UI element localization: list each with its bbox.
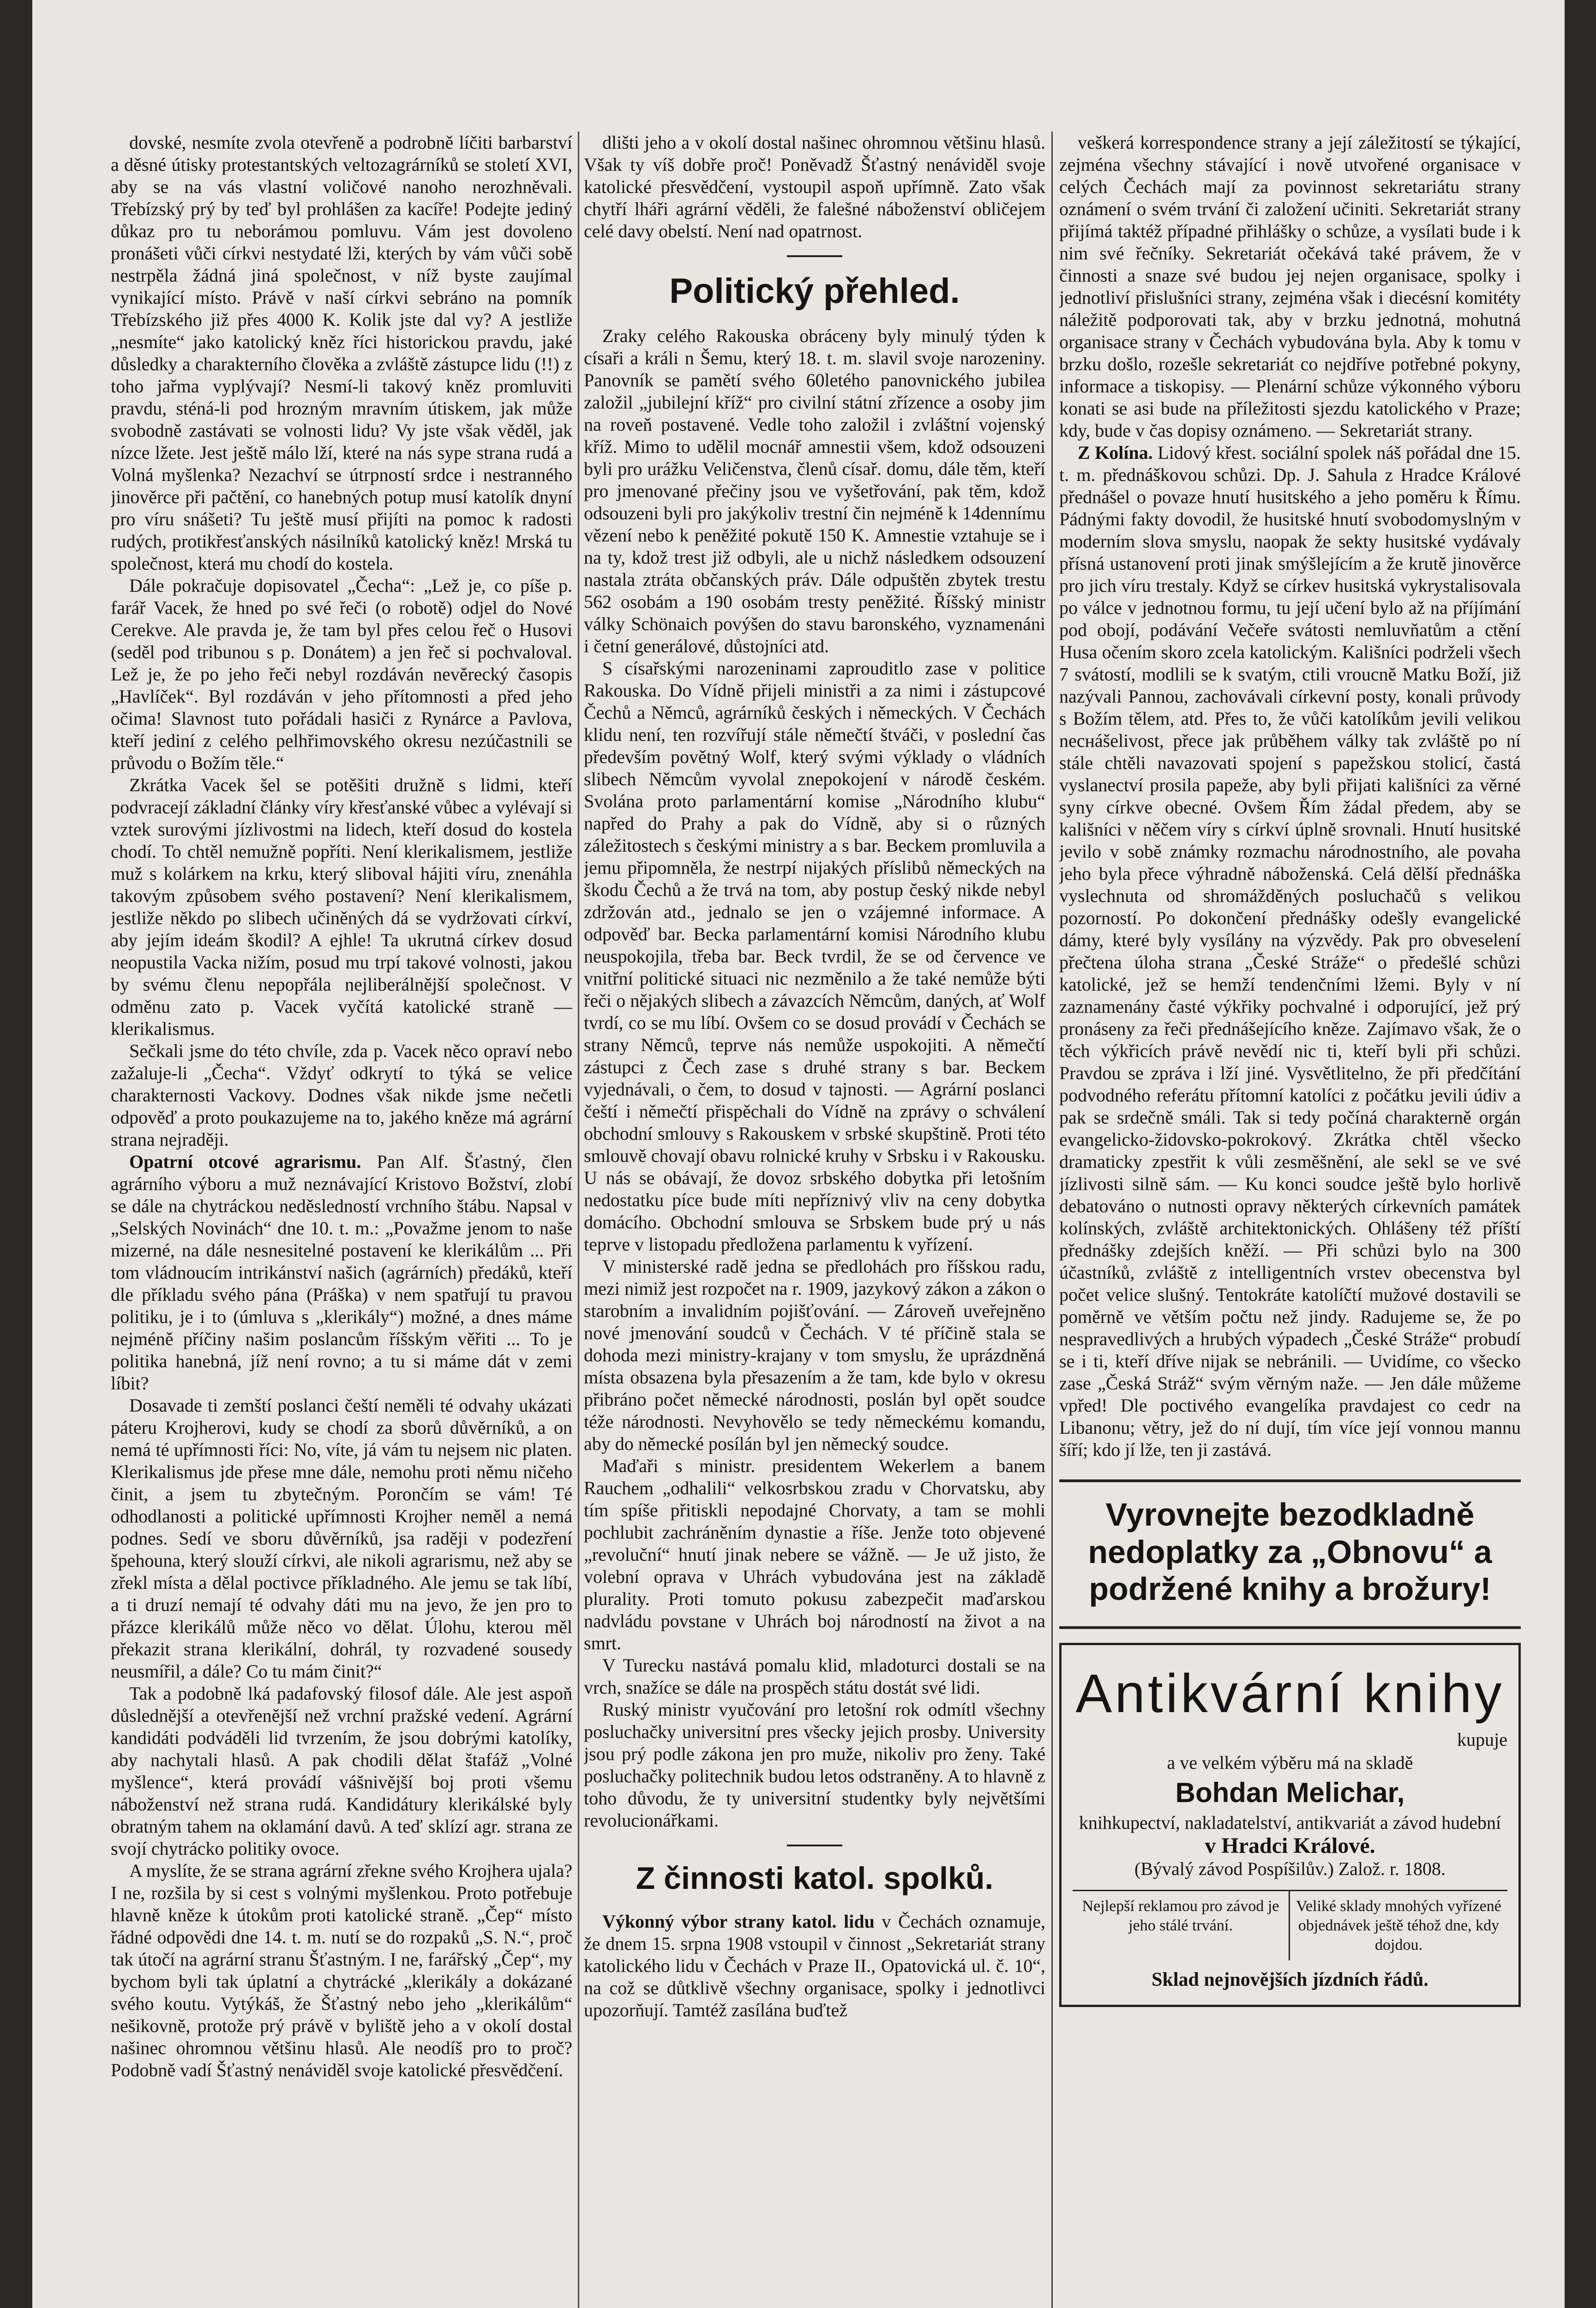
ad-text: kupuje xyxy=(1457,1729,1507,1750)
article-paragraph: V ministerské radě jedna se předlohách pro říšskou radu, mezi nimiž jest rozpočet na r. 1909, jazykový zákon a zákon o starobním a invalidním pojišťování. — Zároveň uveřejněno nové jmenování soudců v Čechách. V té příčině stala se dohoda mezi ministry-krajany v tom smyslu, že uprázdněná místa obsazena byla přesazením a že tam, kde bylo v okresu přibráno počet německé národnosti, poslán byl opět soudce téže národnosti. Nevyhovělo se tedy německému komandu, aby do německé posílán byl jen německý soudce. xyxy=(584,1256,1045,1455)
ad-footer: Sklad nejnovějších jízdních řádů. xyxy=(1152,1969,1428,1990)
column-left xyxy=(111,132,572,2308)
article-paragraph: Tak a podobně lká padafovský filosof dále. Ale jest aspoň důslednější a otevřenější než vrchní pražské vedení. Agrární kandidáti podváděli lid tvrzením, že jsou dobrými katolíky, aby nachytali hlasů. A pak chodili dělat štafáž „Volné myšlence“, která provádí vášnivější boj proti všemu náboženství než strana rudá. Kandidátury klerikálské byly obratným tahem na oklamání davů. A teď sklízí agr. strana ze svojí chytrácko politiky ovoce. xyxy=(111,1683,572,1859)
paragraph-heading: Z Kolína. xyxy=(1078,442,1153,463)
article-paragraph: Ruský ministr vyučování pro letošní rok odmítl všechny posluchačky universitní pres všecky jejich prosby. University jsou prý podle zákona jen pro muže, nikoliv pro ženy. Také posluchačky politechnik budou letos odstraněny. A to hlavně z toho důvodu, že ty universitní studentky byly největšími revolucionářkami. xyxy=(584,1699,1045,1831)
separator xyxy=(787,255,842,257)
article-paragraph: dlišti jeho a v okolí dostal našinec ohromnou většinu hlasů. Však ty víš dobře proč! Poněvadž Šťastný nenáviděl svoje katolické přesvědčení, vystoupil aspoň upřímně. Zato však chytří lháři agrární věděli, že falešné náboženství obličejem celé davy obelstí. Není nad opatrnost. xyxy=(584,132,1045,241)
separator xyxy=(787,1845,842,1846)
article-paragraph xyxy=(1059,442,1521,1461)
article-paragraph: S císařskými narozeninami zaprouditlo zase v politice Rakouska. Do Vídně přijeli ministři a za nimi i zástupcové Čechů a Němců, agrárníků českých i německých. V Čechách klidu není, ten rozvířují stále němečtí štváči, v poslední čas především povětný Wolf, který svými výklady o vládních slibech Němcům vyvolal znepokojení v národě českém. Svolána proto parlamentární komise „Národního klubu“ napřed do Prahy a pak do Vídně, aby si o různých záležitostech s českými ministry a s bar. Beckem promluvila a jemu připomněla, že nestrpí nijakých příslibů německých na škodu Čechů a že trvá na tom, aby postup český nikde nebyl zdržován atd., jednalo se jen o vzájemné informace. A odpověď bar. Becka parlamentární komisi Národního klubu neuspokojila, třeba bar. Beck tvrdil, že se od července ve vnitřní politické situaci nic nezměnilo a že také nemůže býti řeči o nějakých slibech a závazcích Němcům, daných, ať Wolf tvrdí, co se mu líbí. Ovšem co se dosud provádí v Čechách se strany Němců, teprve nás nemůže uspokojiti. A němečtí zástupci z Čech zase s druhé strany s bar. Beckem vyjednávali, o čem, to dosud v tajnosti. — Agrární poslanci čeští i němečtí přispěchali do Vídně na zprávy o schválení obchodní smlouvy s Rakouskem v srbské skupštině. Proti této smlouvě chovají obavu rolnické kruhy v Srbsku i v Rakousku. U nás se obávají, že dovoz srbského dobytka při letošním nedostatku píce bude míti nepříznivý vliv na ceny dobytka domácího. Obchodní smlouva se Srbskem bude prý u nás teprve v listopadu předložena parlamentu k vyřízení. xyxy=(584,658,1045,1255)
ad-text: a ve velkém výběru má na skladě xyxy=(1167,1752,1413,1773)
paragraph-text: Pan Alf. Šťastný, člen agrárního výboru a muž neznávající Kristovo Božství, zlobí se dále na chytráckou neděsledností vrchního štábu. Napsal v „Selských Novinách“ dne 10. t. m.: „Považme jenom to naše mizerné, na dále nesnesitelné postavení ke klerikálům ... Při tom vládnoucím intrikánství našich (agrárních) předáků, kteří dle příkladu svého pána (Práška) v nem spatřují tu pravou politiku, je i to (úmluva s „klerikály“) možné, a dnes máme nejméně příčiny našim poslancům říšským věřiti ... To je politika hanebná, jíž není rovno; a tu si máme dát v zemi líbit? xyxy=(111,1151,572,1394)
ad-city: v Hradci Králové. xyxy=(1205,1833,1375,1858)
newspaper-page xyxy=(32,0,1565,2308)
paragraph-heading: Opatrní otcové agrarismu. xyxy=(129,1151,361,1172)
column-middle xyxy=(584,132,1045,2308)
article-paragraph: Maďaři s ministr. presidentem Wekerlem a banem Rauchem „odhalili“ velkosrbskou zradu v Chorvatsku, aby tím spíše přitiskli nepodajné Chorvaty, a tam se mohli pochlubit zachráněním dynastie a říše. Jenže toto objevené „revoluční“ hnutí jinak nebere se vážně. — Je už jisto, že volební oprava v Uhrách vybudována jest na základě plurality. Proti tomuto pokusu zabezpečit maďarskou nadvládu povstane v Uhrách boj národností na život a na smrt. xyxy=(584,1455,1045,1654)
column-right xyxy=(1059,132,1521,2308)
advertisement-rule xyxy=(1059,1626,1521,1629)
paragraph-text: Lidový křest. sociální spolek náš pořádal dne 15. t. m. přednáškovou schůzi. Dp. J. Sahula z Hradce Králové přednášel o povaze hnutí husitského a jeho poměru k Římu. Pádnými fakty dovodil, že husitské hnutí svobodomyslným v moderním slova smyslu, naopak že sekty husitské vydávaly přísná ustanovení proti jinak smýšlejícím a že krutě jinověrce pro jich víru trestaly. Když se církev husitská vykrystalisovala po válce v jednotnou formu, tu její učení bylo až na příjímání pod obojí, podávání Večeře svátosti nemluvňatům a ctění Husa očením skoro zcela katolickým. Kališníci podrželi všech 7 svátostí, modlili se k svatým, ctili vroucně Matku Boží, již nazývali Pannou, zachovávali církevní posty, konali průvody s Božím tělem, atd. Přes to, že vůči katolíkům jevili velikou neснášelivost, přece jak průběhem války tak zvláště po ní stále chtěli navazovati spojení s papežskou stolicí, častá vyslanectví prosila papeže, aby byli přijati kališníci za věrné syny církve obecné. Ovšem Řím žádal předem, aby se kališníci v něčem víry s církví úplně srovnali. Hnutí husitské jevilo v sobě známky rozmachu národnostního, ale povaha jeho byla přece výhradně náboženská. Celá dělší přednáška vyslechnuta od shromážděných posluchačů s velikou pozorností. Po dokončení přednášky odešly evangelické dámy, které byly vysílány na výzvědy. Pak pro obveselení přečtena úloha strana „České Stráže“ o předešlé schůzi katolické, jež se hemží tendenčními lžemi. Byly v ní zaznamenány časté výkřiky pochvalné i odporující, jež prý pronáseny za řeči přednášejícího kněze. Zajímavo však, že o těch výkřicích právě nevědí nic ti, kteří byli při schůzi. Pravdou se zpráva i lží jiné. Vysvětlitelno, že při předčítání podvodného referátu přítomní katolíci z počátku jevili údiv a pak se srdečně smáli. Tak si tedy počíná charakterně orgán evangelicko-židovsko-pokrokový. Zkrátka chtěl všecko dramaticky zpestřit k vůli zesměšnění, ale sekl se ve své jízlivosti silně sám. — Ku konci soudce ještě bylo horlivě debatováno o nutnosti opravy některých církevních památek kolínských, zvláště architektonických. Ohlášeny též příští přednášky zdejších kněží. — Při schůzi bylo na 300 účastníků, zvláště z intelligentních vrstev obecenstva byl počet velice slušný. Tentokráte katolíčtí mužové dostavili se poměrně ve větším počtu než jindy. Radujeme se, že po nespravedlivých a hrubých výpadech „České Stráže“ probudí se i ti, kteří dříve nijak se nebránili. — Uvidíme, co všecko zase „Česká Stráž“ svým věrným naže. — Jen dále můžeme vpřed! Dle poctivého evangelíka pravdajest co cedr na Libanonu; větry, jež do ní dují, tím více její vonnou mannu šíří; kdo jí lže, ten ji zastává. xyxy=(1059,442,1521,1460)
column-divider xyxy=(578,132,579,2308)
article-paragraph: Dosavade ti zemští poslanci čeští neměli té odvahy ukázati páteru Krojherovi, kudy se chodí za sborů důvěrníků, a on nemá té upřímnosti říci: No, víte, já vám tu nejsem nic platen. Klerikalismus jde přese mne dále, nemohu proti němu ničeho činit, a jsem tu zbytečným. Porončím se vám! Té odhodlanosti a politické upřímnosti Krojher neměl a nemá podnes. Sedí ve sboru důvěrníků, jsa raději v podezření špehouna, který slouží církvi, ale nikoli agrarismu, než aby se zřekl místa a dělal poctivce příkladného. Ale jemu se tak líbí, a ti druzí nemají té odvahy dáti mu na jevo, že jen pro to přázce klerikálů může něco vo dělat. Úlohu, kterou měl překazit strana klerikální, dohrál, ty rozvadené sousedy neusmířil, a dále? Co tu mám činit?“ xyxy=(111,1395,572,1682)
section-heading-politics: Politický přehled. xyxy=(669,271,960,311)
article-paragraph: Dále pokračuje dopisovatel „Čecha“: „Lež je, co píše p. farář Vacek, že hned po své řeči (o robotě) odjel do Nové Cerekve. Ale pravda je, že tam byl přes celou řeč o Husovi (seděl pod tribunou s p. Donátem) a jen řeč si pochvaloval. Lež je, že po jeho řeči nebyl rozdáván nevěrecký časopis „Havlíček“. Byl rozdáván v jeho přítomnosti a před jeho očima! Slavnost tuto pořádali hasiči z Rynárce a Pavlova, kteří jediní z celého pelhřimovského okresu nezúčastnili se průvodu o Božím těle.“ xyxy=(111,575,572,773)
article-paragraph xyxy=(111,1151,572,1394)
article-paragraph xyxy=(584,1911,1045,2021)
section-heading-catholic-societies: Z činnosti katol. spolků. xyxy=(636,1861,994,1896)
ad-info-left: Nejlepší reklamou pro závod je jeho stálé trvání. xyxy=(1073,1891,1290,1960)
ad-merchant-name: Bohdan Melichar, xyxy=(1175,1777,1405,1808)
advertisement-rule xyxy=(1059,1479,1521,1482)
paragraph-text: v Čechách oznamuje, že dnem 15. srpna 1908 vstoupil v činnost „Sekretariát strany katolického lidu v Čechách v Praze II., Opatovická ul. č. 10“, na což se důtklivě všechny organisace, spolky i jednotlivci upozorňují. Tamtéž zasílána buďtež xyxy=(584,1911,1045,2020)
article-paragraph: Zraky celého Rakouska obráceny byly minulý týden k císaři a králi n Šemu, který 18. t. m. slavil svoje narozeniny. Panovník se pamětí svého 60letého panovnického jubilea založil „jubilejní kříž“ pro civilní státní zřízence a osoby jim na roveň postavené. Vedle toho založil i zvláštní vojenský kříž. Mimo to udělil mocnář amnestii všem, kdož odsouzeni byli pro urážku Veličenstva, členů císař. domu, dále těm, kteří pro jmenované přečiny jsou ve vyšetřování, pak těm, kdož odsouzeni byli pro jakýkoliv trestní čin nejméně k 14dennímu vězení nebo k peněžité pokutě 150 K. Amnestie vztahuje se i na ty, kdož trest již odbyli, ale u nichž následkem odsouzení nastala ztráta občanských práv. Dále odpuštěn zbytek trestu 562 osobám a 190 osobám tresty peněžité. Říšský ministr války Schönaich povýšen do stavu baronského, vyznamenáni i četní generálové, důstojníci atd. xyxy=(584,325,1045,657)
article-paragraph: V Turecku nastává pomalu klid, mladoturci dostali se na vrch, snažíce se dále na prospěch státu dostát své lidi. xyxy=(584,1655,1045,1698)
bookshop-advertisement xyxy=(1059,1643,1521,2007)
ad-text: knihkupectví, nakladatelství, antikvariát a závod hudební xyxy=(1079,1812,1501,1833)
ad-heading: Antikvární knihy xyxy=(1075,1663,1505,1724)
article-paragraph: veškerá korrespondence strany a její záležitostí se týkající, zejména všechny stávající i nově utvořené organisace v celých Čechách mají za povinnost sekretariátu strany oznámení o svém trvání či založení učiniti. Sekretariát strany přijímá taktéž případné přihlášky o schůze, a vysílati bude i k nim své řečníky. Sekretariát očekává také právem, že v činnosti a snaze své budou jej nejen organisace, spolky i jednotliví přislušníci strany, zejména však i diecésní komitéty náležitě podporovati tak, aby v brzku jednotná, mohutná organisace strany v Čechách vybudována byla. Aby k tomu v brzku došlo, rozešle sekretariát co nejdříve potřebné pokyny, informace a tiskopisy. — Plenární schůze výkonného výboru konati se asi bude na příležitosti sjezdu katolického v Praze; kdy, bude v čas dopisy oznámeno. — Sekretariát strany. xyxy=(1059,132,1521,441)
advertisement-notice: Vyrovnejte bezodkladně nedoplatky za „Obnovu“ a podržené knihy a brožury! xyxy=(1088,1497,1492,1607)
ad-text: (Bývalý závod Pospíšilův.) Založ. r. 1808. xyxy=(1134,1858,1446,1879)
ad-info-right: Veliké sklady mnohých vyřízené objednávek ještě téhož dne, kdy dojdou. xyxy=(1296,1897,1501,1953)
ad-info-grid xyxy=(1073,1890,1507,1960)
article-paragraph: A myslíte, že se strana agrární zřekne svého Krojhera ujala? I ne, rozšila by si cest s volnými myšlenkou. Proto potřebuje hlavně kněze k útokům proti katolické straně. „Čep“ místo řádné odpovědi dne 14. t. m. nutí se do rozpaků „S. N.“, proč tak útočí na agrární stranu Šťastným. I ne, farářský „Čep“, my bychom byli tak úplatní a chytrácké „klerikály a dokázané svého koutu. Vytýkáš, že Šťastný nebo jeho „klerikálům“ nešikovně, protože prý právě v byliště jeho a v okolí dostal našinec ohromnou většinu hlasů. Ale neodíš pro to proč? Podobně vadí Šťastný nenáviděl svoje katolické přesvědčení. xyxy=(111,1860,572,2080)
article-paragraph: Zkrátka Vacek šel se potěšiti družně s lidmi, kteří podvracejí základní články víry křesťanské vůbec a vylévají si vztek surovými jízlivostmi na lidech, kteří dosud do kostela chodí. To chtěl nemužně popříti. Není klerikalismem, jestliže muž s kolárkem na krku, který sliboval hájiti víru, znenáhla takovým způsobem svého postavení? Není klerikalismem, jestliže někdo po slibech učiněných dá se vydržovati církví, aby jejím ideám škodil? A ejhle! Ta ukrutná církev dosud neopustila Vacka nižím, posud mu trpí takové volnosti, jakou by svému členu nepopřála nejliberálnější společnost. V odměnu zato p. Vacek vyčítá katolické straně — klerikalismus. xyxy=(111,775,572,1039)
column-divider xyxy=(1051,132,1053,2308)
paragraph-heading: Výkonný výbor strany katol. lidu xyxy=(602,1911,875,1932)
article-paragraph: Sečkali jsme do této chvíle, zda p. Vacek něco opraví nebo zažaluje-li „Čecha“. Vždyť odkrytí to týká se velice charakternosti Vackovy. Dodnes však nikde jsme nečetli odpověď a proto poukazujeme na to, jakého kněze má agrární strana nejraději. xyxy=(111,1040,572,1150)
article-paragraph: dovské, nesmíte zvola otevřeně a podrobně líčiti barbarství a děsné útisky protestantských veltozagrárníků se století XVI, aby se na vás vlastní voličové nanoho nerozhněvali. Třebízský prý by teď byl prohlášen za kacíře! Podejte jediný důkaz pro tu neborámou pomluvu. Vám jest dovoleno pronášeti vůči církvi nestydaté lži, kterých by vám vůči sobě nestrpěla žádná jiná společnost, v níž byste zaujímal vynikající místo. Právě v naší církvi sebráno na pomník Třebízského již přes 4000 K. Kolik jste dal vy? A jestliže „nesmíte“ jako katolický kněz říci historickou pravdu, jaké důsledky a charakterního člověka a zvláště zástupce lidu (!!) z toho jařma vyplývají? Nesmí-li takový kněz promluviti pravdu, sténá-li pod hrozným mravním útiskem, jak může svobodně zastávati se volnosti lidu? Vy jste však věděl, jak nízce lžete. Jest ještě málo lží, které na nás sype strana rudá a Volná myšlenka? Nezachví se útrpností srdce i nestranného jinověrce při pačtění, co hanebných potup musí katolík dnyní pro víru snášeti? Tu ještě musí přijíti na pomoc k radosti rudých, protikřesťanských násilníků katolický kněz! Mrská tu společnost, která mu chodí do kostela. xyxy=(111,132,572,574)
